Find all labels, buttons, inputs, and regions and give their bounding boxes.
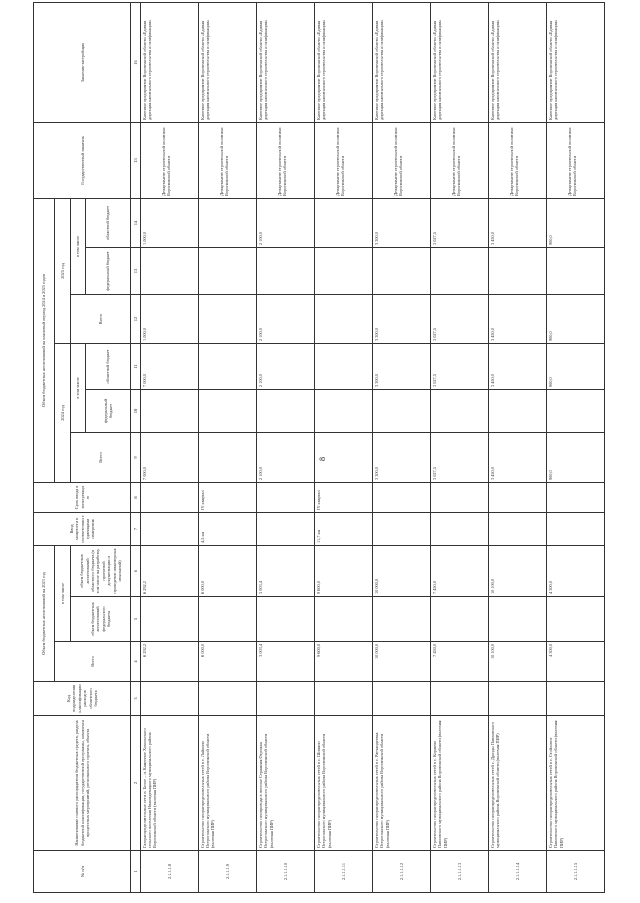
row-customer: Департамент строительной политики Воронежской области	[430, 122, 488, 198]
column-number: 6	[131, 545, 140, 596]
row-num: 2.1.1.1.11	[314, 851, 372, 893]
row-total-2024: 2 100,0	[256, 432, 314, 482]
table-row	[198, 2, 256, 892]
column-number: 14	[131, 198, 140, 247]
row-fed-2023	[256, 597, 314, 642]
row-fed-2023	[314, 597, 372, 642]
header-obl-2025: областной бюджет	[85, 198, 131, 247]
row-name: Строительство газораспределительных сетей в с. Лайкино Острогожского муниципального района Воронежской области (включая ПИР)	[198, 716, 256, 851]
row-code	[314, 682, 372, 716]
row-total-2023: 6 000,0	[198, 642, 256, 682]
header-customer: Государственный заказчик	[34, 122, 131, 198]
row-total-2024	[314, 432, 372, 482]
table-row	[140, 2, 198, 892]
row-name: Строительство газораспределительных сетей в с. Стойловое Павловского муниципального района Воронежской области (включая ПИР)	[546, 716, 604, 851]
row-fed-2025	[546, 247, 604, 294]
budget-table	[33, 2, 605, 893]
row-num: 2.1.1.1.12	[372, 851, 430, 893]
header-capacity: Ввод мощности в соответствии с единицами измерения	[34, 512, 131, 545]
row-obl-2025: 3 300,0	[372, 198, 430, 247]
row-capacity: 4,5 км	[198, 512, 256, 545]
row-fed-2025	[372, 247, 430, 294]
header-developer: Заказчик-застройщик	[34, 2, 131, 122]
header-obl-2024: областной бюджет	[85, 343, 131, 389]
row-total-2023: 6 292,2	[140, 642, 198, 682]
row-code	[488, 682, 546, 716]
row-code	[372, 682, 430, 716]
column-number: 11	[131, 343, 140, 389]
row-fed-2025	[430, 247, 488, 294]
row-capacity	[140, 512, 198, 545]
row-fed-2023	[546, 597, 604, 642]
table-row	[372, 2, 430, 892]
row-num: 2.1.1.1.8	[140, 851, 198, 893]
row-total-2024: 3 300,0	[372, 432, 430, 482]
header-incl-2024: в том числе	[71, 343, 86, 432]
row-customer: Департамент строительной политики Воронежской области	[546, 122, 604, 198]
column-number: 2	[131, 716, 140, 851]
row-total-2025: 3 027,5	[430, 294, 488, 343]
row-customer: Департамент строительной политики Воронежской области	[140, 122, 198, 198]
table-row	[256, 2, 314, 892]
column-number: 12	[131, 294, 140, 343]
page-number: 8	[318, 457, 327, 461]
row-obl-2023: 10 100,0	[488, 545, 546, 596]
column-number: 7	[131, 512, 140, 545]
row-capacity	[546, 512, 604, 545]
row-developer: Казенное предприятие Воронежской области «Единая дирекция капитального строительства и газификации»	[140, 2, 198, 122]
row-capacity	[488, 512, 546, 545]
row-obl-2023: 4 300,0	[546, 545, 604, 596]
row-developer: Казенное предприятие Воронежской области «Единая дирекция капитального строительства и газификации»	[372, 2, 430, 122]
row-total-2025: 1 000,0	[140, 294, 198, 343]
row-fed-2024	[430, 389, 488, 432]
header-total-2023: Всего	[54, 642, 131, 682]
header-vol-plan: Объем бюджетных ассигнований на плановый период 2024 и 2025 годов	[34, 198, 55, 482]
row-customer: Департамент строительной политики Воронежской области	[256, 122, 314, 198]
header-obl-budget: объем бюджетных ассигнований областного бюджета (в том числе на разработку проектной документации и проведение инженерных изысканий)	[71, 545, 131, 596]
row-total-2024: 3 450,0	[488, 432, 546, 482]
row-obl-2024: 2 100,0	[256, 343, 314, 389]
row-fed-2025	[488, 247, 546, 294]
row-fed-2024	[372, 389, 430, 432]
row-obl-2024: 900,0	[546, 343, 604, 389]
header-code: Код подразделения классификации расходов областного бюджета	[34, 682, 131, 716]
row-deadline	[256, 482, 314, 512]
header-incl-2023: в том числе	[54, 545, 71, 641]
row-fed-2024	[488, 389, 546, 432]
row-developer: Казенное предприятие Воронежской области «Единая дирекция капитального строительства и газификации»	[314, 2, 372, 122]
row-total-2023: 7 450,0	[430, 642, 488, 682]
row-deadline	[140, 482, 198, 512]
row-fed-2025	[140, 247, 198, 294]
row-total-2024: 7 000,0	[140, 432, 198, 482]
rotated-page	[33, 3, 605, 893]
row-fed-2025	[314, 247, 372, 294]
row-developer: Казенное предприятие Воронежской области «Единая дирекция капитального строительства и газификации»	[430, 2, 488, 122]
column-number: 16	[131, 2, 140, 122]
header-fed-transfer: объем бюджетных ассигнований федерального бюджета	[71, 597, 131, 642]
column-number-row	[131, 2, 140, 892]
row-total-2023: 9 600,0	[314, 642, 372, 682]
row-developer: Казенное предприятие Воронежской области «Единая дирекция капитального строительства и газификации»	[546, 2, 604, 122]
row-obl-2025: 900,0	[546, 198, 604, 247]
row-name: Строительство газораспределительных сетей с. Дрозды Павловского муниципального района Воронежской области (включая ПИР)	[488, 716, 546, 851]
row-deadline	[488, 482, 546, 512]
row-obl-2023: 3 003,4	[256, 545, 314, 596]
row-obl-2025: 1 000,0	[140, 198, 198, 247]
header-vol2023: Объем бюджетных ассигнований на 2023 год	[34, 545, 55, 681]
row-obl-2025: 3 027,5	[430, 198, 488, 247]
row-obl-2024: 3 027,5	[430, 343, 488, 389]
row-obl-2023: 6 000,0	[198, 545, 256, 596]
row-customer: Департамент строительной политики Воронежской области	[198, 122, 256, 198]
row-total-2025	[314, 294, 372, 343]
row-total-2023: 4 300,0	[546, 642, 604, 682]
row-num: 2.1.1.1.9	[198, 851, 256, 893]
row-num: 2.1.1.1.15	[546, 851, 604, 893]
row-num: 2.1.1.1.10	[256, 851, 314, 893]
column-number: 9	[131, 432, 140, 482]
row-obl-2024	[198, 343, 256, 389]
row-deadline: IV квартал	[198, 482, 256, 512]
row-capacity	[430, 512, 488, 545]
row-total-2025: 3 300,0	[372, 294, 430, 343]
row-capacity	[372, 512, 430, 545]
row-customer: Департамент строительной политики Воронежской области	[488, 122, 546, 198]
column-number: 13	[131, 247, 140, 294]
row-fed-2025	[256, 247, 314, 294]
row-obl-2023: 7 450,0	[430, 545, 488, 596]
row-num: 2.1.1.1.14	[488, 851, 546, 893]
row-obl-2025: 3 450,0	[488, 198, 546, 247]
row-obl-2023: 9 600,0	[314, 545, 372, 596]
header-num: № п/п	[34, 851, 131, 893]
header-name: Наименование главного распорядителя бюджетных средств, раздела бюджетной классификации, государственной программы, комплекса процессных мероприятий, регионального проекта, объекта	[34, 716, 131, 851]
row-deadline	[430, 482, 488, 512]
row-total-2023: 3 003,4	[256, 642, 314, 682]
row-obl-2023: 10 000,0	[372, 545, 430, 596]
header-2025: 2025 год	[54, 198, 71, 343]
row-developer: Казенное предприятие Воронежской области «Единая дирекция капитального строительства и газификации»	[488, 2, 546, 122]
row-total-2024: 3 027,5	[430, 432, 488, 482]
row-fed-2024	[546, 389, 604, 432]
row-name: Строительство газопровода в поселке Страшная Отрожка Острогожского муниципального района Воронежской области (включая ПИР)	[256, 716, 314, 851]
row-customer: Департамент строительной политики Воронежской области	[314, 122, 372, 198]
row-obl-2025: 2 100,0	[256, 198, 314, 247]
row-total-2025: 900,0	[546, 294, 604, 343]
row-fed-2023	[488, 597, 546, 642]
row-obl-2025	[314, 198, 372, 247]
row-obl-2024: 3 300,0	[372, 343, 430, 389]
row-obl-2025	[198, 198, 256, 247]
row-code	[256, 682, 314, 716]
column-number: 8	[131, 482, 140, 512]
row-fed-2024	[256, 389, 314, 432]
header-total-2024: Всего	[71, 432, 131, 482]
row-fed-2023	[140, 597, 198, 642]
header-fed-2024: федеральный бюджет	[85, 389, 131, 432]
row-total-2025: 2 100,0	[256, 294, 314, 343]
row-num: 2.1.1.1.13	[430, 851, 488, 893]
table-body	[140, 2, 604, 892]
row-name: Строительство газораспределительных сетей в с. Коршево Павловского муниципального района Воронежской области (включая ПИР)	[430, 716, 488, 851]
row-fed-2023	[372, 597, 430, 642]
header-total-2025: Всего	[71, 294, 131, 343]
row-obl-2024	[314, 343, 372, 389]
row-deadline	[546, 482, 604, 512]
row-total-2024	[198, 432, 256, 482]
row-obl-2023: 6 292,2	[140, 545, 198, 596]
row-developer: Казенное предприятие Воронежской области «Единая дирекция капитального строительства и газификации»	[256, 2, 314, 122]
row-code	[546, 682, 604, 716]
row-total-2025: 3 450,0	[488, 294, 546, 343]
row-code	[140, 682, 198, 716]
column-number: 5	[131, 597, 140, 642]
row-total-2023: 10 100,0	[488, 642, 546, 682]
header-deadline: Срок ввода в эксплуатацию	[34, 482, 131, 512]
row-name: Строительство газораспределительных сетей в с. Расчандеевка Острогожского муниципального района Воронежской области (включая ПИР)	[372, 716, 430, 851]
row-total-2024: 900,0	[546, 432, 604, 482]
row-total-2025	[198, 294, 256, 343]
row-capacity	[256, 512, 314, 545]
column-number: 15	[131, 122, 140, 198]
row-fed-2023	[430, 597, 488, 642]
row-obl-2024: 7 000,0	[140, 343, 198, 389]
row-fed-2024	[198, 389, 256, 432]
table-row	[488, 2, 546, 892]
header-2024: 2024 год	[54, 343, 71, 482]
row-customer: Департамент строительной политики Воронежской области	[372, 122, 430, 198]
row-developer: Казенное предприятие Воронежской области «Единая дирекция капитального строительства и газификации»	[198, 2, 256, 122]
table-row	[430, 2, 488, 892]
row-deadline	[372, 482, 430, 512]
row-fed-2024	[140, 389, 198, 432]
row-code	[198, 682, 256, 716]
row-obl-2024: 3 450,0	[488, 343, 546, 389]
row-name: Газораспределительные сети п. Белое – п. Каменное Хохольского сельского поселения Нижнедевицкого муниципального района Воронежской области (включая ПИР)	[140, 716, 198, 851]
row-name: Строительство газораспределительных сетей в с. Шинино Острогожского муниципального района Воронежской области (включая ПИР)	[314, 716, 372, 851]
row-fed-2025	[198, 247, 256, 294]
row-deadline: IV квартал	[314, 482, 372, 512]
column-number: 4	[131, 642, 140, 682]
row-capacity: 11,7 км	[314, 512, 372, 545]
row-fed-2024	[314, 389, 372, 432]
column-number: 3	[131, 682, 140, 716]
header-fed-2025: федеральный бюджет	[85, 247, 131, 294]
table-row	[314, 2, 372, 892]
column-number: 1	[131, 851, 140, 893]
table-row	[546, 2, 604, 892]
row-total-2023: 10 000,0	[372, 642, 430, 682]
row-fed-2023	[198, 597, 256, 642]
column-number: 10	[131, 389, 140, 432]
row-code	[430, 682, 488, 716]
header-incl-2025: в том числе	[71, 198, 86, 294]
